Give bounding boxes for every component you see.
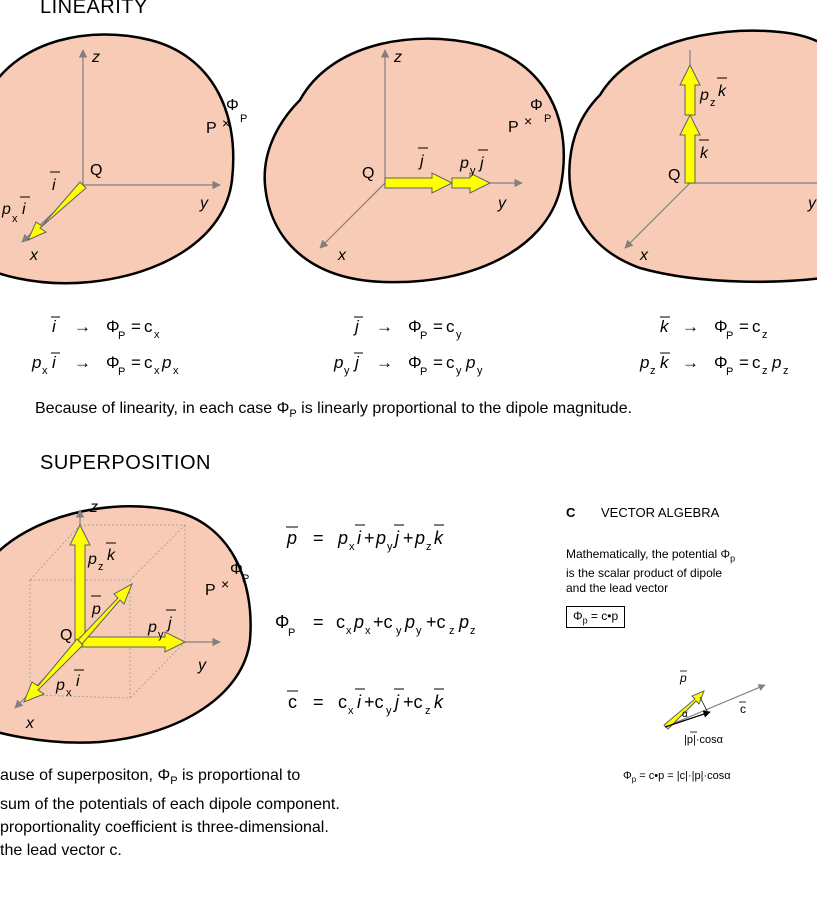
svg-text:x: x — [640, 247, 648, 264]
svg-text:k: k — [660, 353, 669, 372]
svg-text:x: x — [26, 715, 34, 732]
svg-text:→: → — [74, 317, 91, 336]
panel-k — [569, 31, 817, 282]
linearity-diagrams — [0, 0, 817, 300]
svg-text:p: p — [640, 353, 650, 372]
svg-text:p: p — [680, 671, 687, 685]
svg-text:P: P — [508, 119, 519, 136]
svg-text:×: × — [524, 113, 533, 129]
svg-text:j: j — [355, 353, 359, 372]
scalar-product-formula-box: $\Phi_p$ = c•p — [566, 606, 625, 628]
svg-text:Φ: Φ — [275, 612, 290, 632]
svg-text:+: + — [403, 528, 414, 548]
vector-algebra-heading — [566, 505, 719, 520]
svg-text:x: x — [173, 365, 179, 377]
svg-text:Φ: Φ — [408, 353, 422, 372]
svg-text:x: x — [365, 625, 371, 637]
panel-j — [265, 39, 564, 282]
svg-text:z: z — [762, 365, 768, 377]
svg-text:P: P — [726, 330, 734, 342]
svg-text:k: k — [700, 145, 708, 162]
svg-text:Q: Q — [60, 627, 73, 644]
svg-text:y: y — [416, 625, 422, 637]
svg-text:=: = — [313, 692, 324, 712]
svg-text:x: x — [12, 213, 18, 225]
svg-text:P: P — [118, 366, 126, 378]
svg-text:c: c — [338, 692, 347, 712]
svg-text:Q: Q — [362, 165, 375, 182]
superposition-line-1: ause of superpositon, $\Phi_P$ is proportional to — [0, 767, 301, 788]
svg-text:y: y — [198, 657, 206, 674]
svg-text:→: → — [74, 353, 91, 372]
svg-text:=: = — [739, 353, 749, 372]
svg-text:x: x — [154, 329, 160, 341]
svg-text:i: i — [22, 201, 26, 218]
svg-text:k: k — [434, 692, 443, 712]
svg-text:p: p — [162, 353, 172, 372]
svg-text:y: y — [386, 705, 392, 717]
svg-text:P: P — [420, 330, 428, 342]
svg-text:|p|·cosα: |p|·cosα — [684, 734, 723, 746]
lead-vector-c — [665, 685, 765, 727]
svg-text:=: = — [433, 317, 443, 336]
svg-text:y: y — [477, 365, 483, 377]
svg-text:P: P — [118, 330, 126, 342]
svg-text:k: k — [660, 317, 669, 336]
svg-text:P: P — [288, 627, 296, 639]
svg-text:P: P — [544, 113, 552, 125]
svg-text:=: = — [433, 353, 443, 372]
svg-text:i: i — [76, 673, 80, 690]
svg-text:+c: +c — [426, 612, 446, 632]
svg-text:y: y — [158, 629, 164, 641]
svg-text:c: c — [144, 317, 153, 336]
svg-text:x: x — [346, 625, 352, 637]
svg-text:c: c — [288, 692, 297, 712]
svg-text:P: P — [242, 573, 250, 585]
section-letter: C — [566, 505, 576, 520]
superposition-statement — [0, 764, 340, 862]
svg-text:p: p — [287, 528, 298, 548]
svg-text:Φ: Φ — [226, 97, 239, 114]
svg-text:→: → — [682, 353, 699, 372]
svg-text:+c: +c — [403, 692, 423, 712]
svg-text:P: P — [206, 120, 217, 137]
svg-text:×: × — [221, 576, 230, 592]
svg-text:=: = — [313, 612, 324, 632]
superposition-diagram — [0, 480, 560, 750]
svg-text:p: p — [32, 353, 42, 372]
svg-text:i: i — [357, 528, 361, 548]
svg-text:y: y — [498, 195, 506, 212]
volume-conductor-blob — [0, 34, 233, 283]
svg-text:x: x — [338, 247, 346, 264]
svg-text:×: × — [222, 115, 231, 131]
svg-text:j: j — [355, 317, 359, 336]
svg-text:z: z — [426, 541, 432, 553]
svg-text:x: x — [154, 365, 160, 377]
svg-text:p: p — [772, 353, 782, 372]
svg-text:z: z — [449, 625, 455, 637]
svg-text:c: c — [446, 317, 455, 336]
superposition-line-3: proportionality coefficient is three-dimensional. — [0, 819, 329, 837]
svg-text:z: z — [92, 49, 100, 66]
linearity-title: LINEARITY — [40, 0, 148, 18]
svg-text:z: z — [650, 365, 656, 377]
svg-text:c: c — [752, 317, 761, 336]
svg-text:P: P — [420, 366, 428, 378]
svg-text:x: x — [42, 365, 48, 377]
svg-text:k: k — [718, 83, 726, 100]
svg-text:p: p — [405, 612, 416, 632]
linearity-equations — [0, 305, 817, 385]
superposition-line-4: the lead vector c. — [0, 842, 122, 860]
svg-text:p: p — [88, 551, 97, 568]
svg-text:Q: Q — [90, 162, 103, 179]
svg-text:y: y — [470, 165, 476, 177]
svg-text:p: p — [354, 612, 365, 632]
vector-algebra-description: Mathematically, the potential $\Phi_p$ is the scalar product of dipole and the lead vector — [566, 547, 736, 596]
svg-text:Q: Q — [668, 167, 681, 184]
svg-text:=: = — [131, 353, 141, 372]
svg-text:j: j — [395, 528, 399, 548]
svg-text:z: z — [470, 625, 476, 637]
svg-text:y: y — [200, 195, 208, 212]
svg-text:y: y — [808, 195, 816, 212]
svg-text:y: y — [344, 365, 350, 377]
svg-text:z: z — [762, 329, 768, 341]
svg-text:=: = — [313, 528, 324, 548]
svg-text:p: p — [415, 528, 426, 548]
equation-k — [639, 317, 789, 378]
svg-text:y: y — [456, 365, 462, 377]
svg-text:i: i — [52, 353, 56, 372]
volume-conductor-blob — [265, 39, 564, 282]
svg-text:c: c — [446, 353, 455, 372]
superposition-equations — [275, 525, 476, 717]
equation-i — [31, 317, 179, 378]
svg-text:p: p — [56, 677, 65, 694]
svg-text:z: z — [425, 705, 431, 717]
scalar-product-full-formula: $\Phi_p$ = c•p = |c|·|p|·cosα — [623, 770, 731, 785]
svg-text:→: → — [376, 317, 393, 336]
svg-text:z: z — [98, 561, 104, 573]
svg-text:j: j — [420, 153, 424, 170]
svg-text:Φ: Φ — [106, 317, 120, 336]
scalar-product-diagram — [640, 665, 800, 765]
svg-text:j: j — [480, 155, 484, 172]
svg-text:p: p — [376, 528, 387, 548]
svg-text:p: p — [334, 353, 344, 372]
svg-text:y: y — [396, 625, 402, 637]
svg-text:Φ: Φ — [230, 561, 243, 578]
svg-text:Φ: Φ — [714, 317, 728, 336]
svg-text:c: c — [144, 353, 153, 372]
panel-i — [0, 34, 247, 283]
svg-text:α: α — [682, 709, 688, 720]
linearity-statement: Because of linearity, in each case $\Phi_P$ is linearly proportional to the dipole magnitude. — [35, 400, 633, 421]
svg-text:p: p — [459, 612, 470, 632]
svg-text:c: c — [336, 612, 345, 632]
svg-text:=: = — [131, 317, 141, 336]
svg-text:P: P — [726, 366, 734, 378]
svg-text:Φ: Φ — [408, 317, 422, 336]
svg-text:x: x — [30, 247, 38, 264]
svg-text:→: → — [376, 353, 393, 372]
svg-text:p: p — [700, 87, 709, 104]
svg-text:=: = — [739, 317, 749, 336]
svg-text:x: x — [66, 687, 72, 699]
svg-text:P: P — [240, 113, 248, 125]
svg-text:x: x — [348, 705, 354, 717]
svg-text:j: j — [168, 615, 172, 632]
superposition-title: SUPERPOSITION — [40, 452, 211, 474]
svg-text:p: p — [2, 201, 11, 218]
svg-text:p: p — [92, 601, 101, 618]
svg-text:z: z — [90, 499, 98, 516]
svg-text:Φ: Φ — [714, 353, 728, 372]
svg-text:i: i — [52, 177, 56, 194]
svg-text:p: p — [466, 353, 476, 372]
svg-text:P: P — [205, 582, 216, 599]
vector-algebra-title: VECTOR ALGEBRA — [601, 505, 720, 520]
svg-text:y: y — [456, 329, 462, 341]
svg-text:Φ: Φ — [530, 97, 543, 114]
svg-text:i: i — [52, 317, 56, 336]
svg-text:z: z — [783, 365, 789, 377]
svg-text:j: j — [395, 692, 399, 712]
svg-text:p: p — [338, 528, 349, 548]
volume-conductor-blob — [0, 506, 251, 742]
equation-j — [333, 317, 483, 378]
svg-text:Φ: Φ — [106, 353, 120, 372]
svg-text:p: p — [148, 619, 157, 636]
svg-text:c: c — [740, 702, 746, 716]
svg-text:+c: +c — [364, 692, 384, 712]
svg-text:+: + — [364, 528, 375, 548]
svg-text:c: c — [752, 353, 761, 372]
svg-text:y: y — [387, 541, 393, 553]
svg-text:i: i — [357, 692, 361, 712]
svg-text:z: z — [710, 97, 716, 109]
svg-text:z: z — [394, 49, 402, 66]
svg-text:k: k — [434, 528, 443, 548]
superposition-line-2: sum of the potentials of each dipole component. — [0, 796, 340, 814]
svg-text:+c: +c — [373, 612, 393, 632]
svg-text:x: x — [349, 541, 355, 553]
svg-text:→: → — [682, 317, 699, 336]
svg-text:k: k — [107, 547, 115, 564]
svg-text:p: p — [460, 155, 469, 172]
